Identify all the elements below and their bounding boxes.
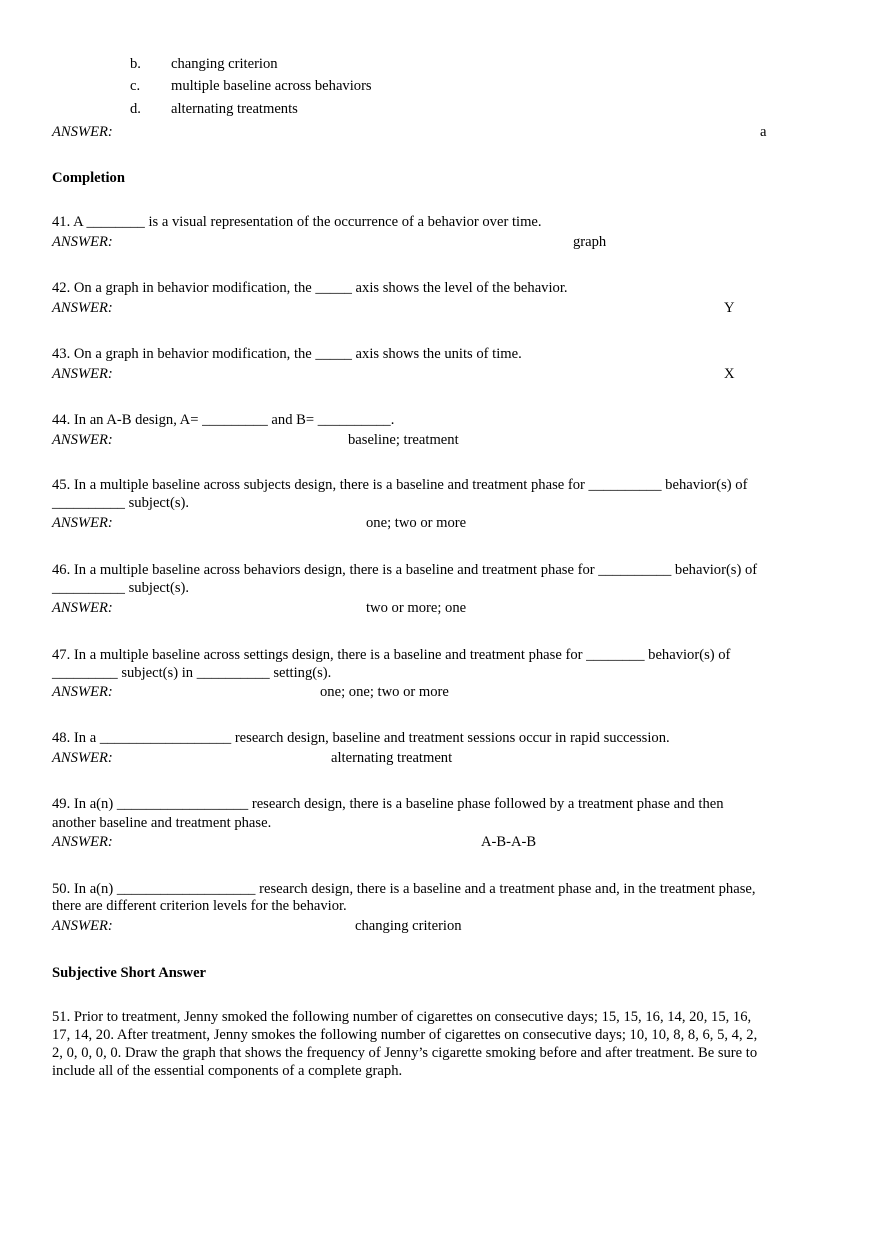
- answer-label: ANSWER:: [52, 432, 113, 448]
- question-44-text: 44. In an A-B design, A= _________ and B= __________.: [52, 412, 395, 428]
- answer-label: ANSWER:: [52, 366, 113, 382]
- option-letter-c: c.: [130, 78, 141, 94]
- question-45-text-line-2: __________ subject(s).: [52, 495, 190, 511]
- question-51-line-4: include all of the essential components of a complete graph.: [52, 1063, 403, 1079]
- question-51-line-1: 51. Prior to treatment, Jenny smoked the following number of cigarettes on consecutive days; 15, 15, 16, 14, 20, 15, 16,: [52, 1009, 752, 1025]
- answer-label: ANSWER:: [52, 234, 113, 250]
- question-47-text-line-2: _________ subject(s) in __________ setting(s).: [52, 665, 332, 681]
- question-49-text: 49. In a(n) __________________ research design, there is a baseline phase followed by a treatment phase and then: [52, 796, 724, 812]
- option-text-c: multiple baseline across behaviors: [171, 78, 372, 94]
- option-letter-d: d.: [130, 101, 141, 117]
- answer-45: one; two or more: [366, 515, 467, 531]
- answer-43: X: [724, 366, 735, 382]
- question-49-text-line-2: another baseline and treatment phase.: [52, 815, 272, 831]
- answer-label: ANSWER:: [52, 918, 113, 934]
- answer-41: graph: [573, 234, 607, 250]
- section-heading-subjective: Subjective Short Answer: [52, 965, 207, 981]
- question-50-text-line-2: there are different criterion levels for the behavior.: [52, 898, 347, 914]
- answer-label: ANSWER:: [52, 124, 113, 140]
- question-43-text: 43. On a graph in behavior modification, the _____ axis shows the units of time.: [52, 346, 522, 362]
- answer-50: changing criterion: [355, 918, 462, 934]
- option-text-d: alternating treatments: [171, 101, 298, 117]
- option-letter-b: b.: [130, 56, 141, 72]
- question-47-text: 47. In a multiple baseline across settings design, there is a baseline and treatment phase for ________ behavior(s) of: [52, 647, 731, 663]
- question-50-text: 50. In a(n) ___________________ research design, there is a baseline and a treatment phase and, in the treatment phase,: [52, 881, 756, 897]
- answer-48: alternating treatment: [331, 750, 453, 766]
- answer-42: Y: [724, 300, 735, 316]
- answer-label: ANSWER:: [52, 684, 113, 700]
- answer-label: ANSWER:: [52, 750, 113, 766]
- answer-49: A-B-A-B: [481, 834, 537, 850]
- question-41-text: 41. A ________ is a visual representation of the occurrence of a behavior over time.: [52, 214, 542, 230]
- question-51-line-3: 2, 0, 0, 0, 0. Draw the graph that shows the frequency of Jenny’s cigarette smoking before and after treatment. Be sure to: [52, 1045, 758, 1061]
- section-heading-completion: Completion: [52, 170, 125, 186]
- answer-label: ANSWER:: [52, 600, 113, 616]
- answer-47: one; one; two or more: [320, 684, 449, 700]
- answer-label: ANSWER:: [52, 300, 113, 316]
- answer-label: ANSWER:: [52, 515, 113, 531]
- question-45-text: 45. In a multiple baseline across subjects design, there is a baseline and treatment phase for __________ behavior(s) of: [52, 477, 748, 493]
- answer-value: a: [760, 124, 767, 140]
- answer-label: ANSWER:: [52, 834, 113, 850]
- answer-44: baseline; treatment: [348, 432, 459, 448]
- question-51-line-2: 17, 14, 20. After treatment, Jenny smokes the following number of cigarettes on consecutive days; 10, 10, 8, 8, 6, 5, 4, 2,: [52, 1027, 758, 1043]
- question-48-text: 48. In a __________________ research design, baseline and treatment sessions occur in rapid succession.: [52, 730, 670, 746]
- question-46-text-line-2: __________ subject(s).: [52, 580, 190, 596]
- option-text-b: changing criterion: [171, 56, 278, 72]
- answer-46: two or more; one: [366, 600, 467, 616]
- question-42-text: 42. On a graph in behavior modification, the _____ axis shows the level of the behavior.: [52, 280, 568, 296]
- question-46-text: 46. In a multiple baseline across behaviors design, there is a baseline and treatment phase for __________ behavior(s) of: [52, 562, 758, 578]
